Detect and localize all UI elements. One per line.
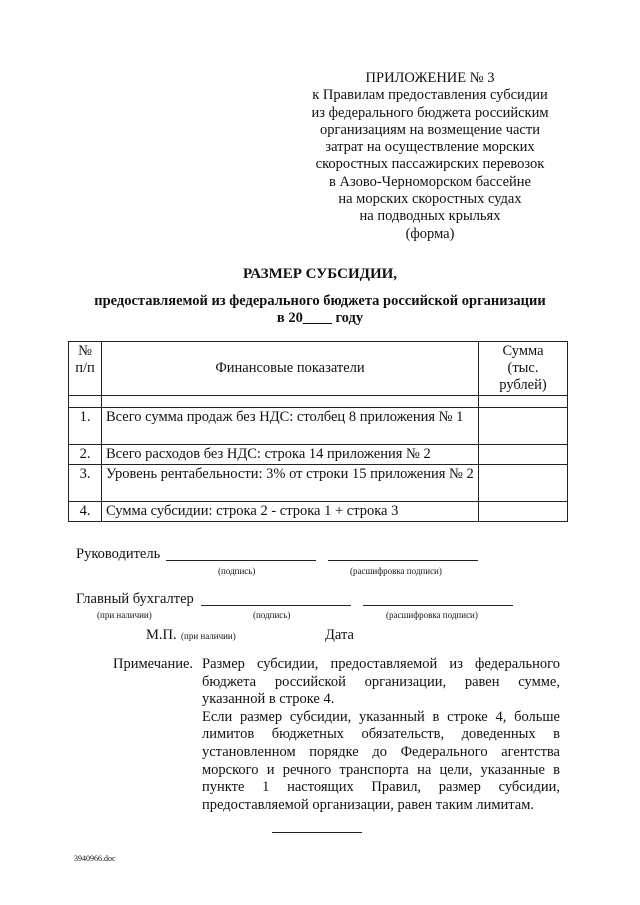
row-sum — [479, 445, 568, 465]
file-name: 3940966.doc — [74, 854, 116, 863]
appendix-header — [300, 70, 560, 243]
row-indicator: Сумма субсидии: строка 2 - строка 1 + строка 3 — [102, 502, 479, 522]
spacer-cell — [479, 396, 568, 408]
row-indicator: Всего сумма продаж без НДС: столбец 8 приложения № 1 — [102, 408, 479, 445]
date-label: Дата — [325, 627, 354, 643]
header-num — [69, 342, 102, 396]
row-sum — [479, 502, 568, 522]
subtitle-line-2: в 20____ году — [276, 310, 364, 326]
row-indicator: Всего расходов без НДС: строка 14 приложения № 2 — [102, 445, 479, 465]
header-num-line-1: № — [78, 343, 92, 359]
accountant-decoding-line[interactable] — [363, 605, 513, 606]
row-indicator: Уровень рентабельности: 3% от строки 15 приложения № 2 — [102, 465, 479, 502]
header-sum-line-1: Сумма — [502, 343, 544, 359]
head-label: Руководитель — [76, 546, 161, 562]
head-decoding-caption: (расшифровка подписи) — [350, 566, 442, 576]
appendix-line: из федерального бюджета российским — [311, 104, 549, 121]
appendix-line: организациям на возмещение части — [320, 121, 540, 138]
table-row — [69, 502, 568, 522]
row-num: 1. — [69, 408, 102, 445]
stamp-note: (при наличии) — [181, 631, 236, 641]
appendix-form-label: (форма) — [405, 225, 455, 242]
appendix-title: ПРИЛОЖЕНИЕ № 3 — [365, 70, 495, 86]
note-label: Примечание. — [113, 656, 194, 672]
table-row — [69, 465, 568, 502]
note-paragraph-1: Размер субсидии, предоставляемой из федерального бюджета российской организации, равен сумме, указанной в строке 4. — [202, 656, 560, 708]
appendix-line: на морских скоростных судах — [338, 191, 522, 208]
accountant-signature-line[interactable] — [201, 605, 351, 606]
head-signature-line[interactable] — [166, 560, 316, 561]
table-header-row — [69, 342, 568, 396]
header-sum — [479, 342, 568, 396]
table-row — [69, 445, 568, 465]
subtitle-line-1: предоставляемой из федерального бюджета российской организации — [94, 293, 546, 309]
head-signature-caption: (подпись) — [218, 566, 256, 576]
spacer-cell — [102, 396, 479, 408]
accountant-label: Главный бухгалтер — [76, 591, 194, 607]
head-decoding-line[interactable] — [328, 560, 478, 561]
header-sum-line-2: (тыс. рублей) — [499, 360, 547, 393]
stamp-label: М.П. — [146, 627, 177, 643]
row-num: 4. — [69, 502, 102, 522]
row-sum — [479, 465, 568, 502]
header-indicator: Финансовые показатели — [102, 342, 479, 396]
appendix-line: затрат на осуществление морских — [325, 139, 535, 156]
financial-table — [68, 341, 568, 522]
row-num: 3. — [69, 465, 102, 502]
accountant-note: (при наличии) — [97, 610, 152, 620]
document-title: РАЗМЕР СУБСИДИИ, — [242, 266, 398, 282]
row-num: 2. — [69, 445, 102, 465]
header-num-line-2: п/п — [75, 360, 95, 376]
appendix-line: на подводных крыльях — [359, 208, 501, 225]
table-row — [69, 408, 568, 445]
appendix-line: к Правилам предоставления субсидии — [312, 87, 548, 104]
appendix-line: в Азово-Черноморском бассейне — [329, 173, 531, 190]
accountant-signature-caption: (подпись) — [253, 610, 291, 620]
closing-divider — [272, 832, 362, 833]
spacer-cell — [69, 396, 102, 408]
note-paragraph-2: Если размер субсидии, указанный в строке 4, больше лимитов бюджетных обязательств, доведенных в установленном порядке до Федерального агентства морского и речного транспорта на цели, указанные в пункте 1 настоящих Правил, размер субсидии, предоставляемой организации, равен таким лимитам. — [202, 708, 560, 813]
document-subtitle — [0, 293, 640, 327]
accountant-decoding-caption: (расшифровка подписи) — [386, 610, 478, 620]
note-text — [202, 656, 560, 814]
appendix-line: скоростных пассажирских перевозок — [315, 156, 545, 173]
table-spacer-row — [69, 396, 568, 408]
row-sum — [479, 408, 568, 445]
